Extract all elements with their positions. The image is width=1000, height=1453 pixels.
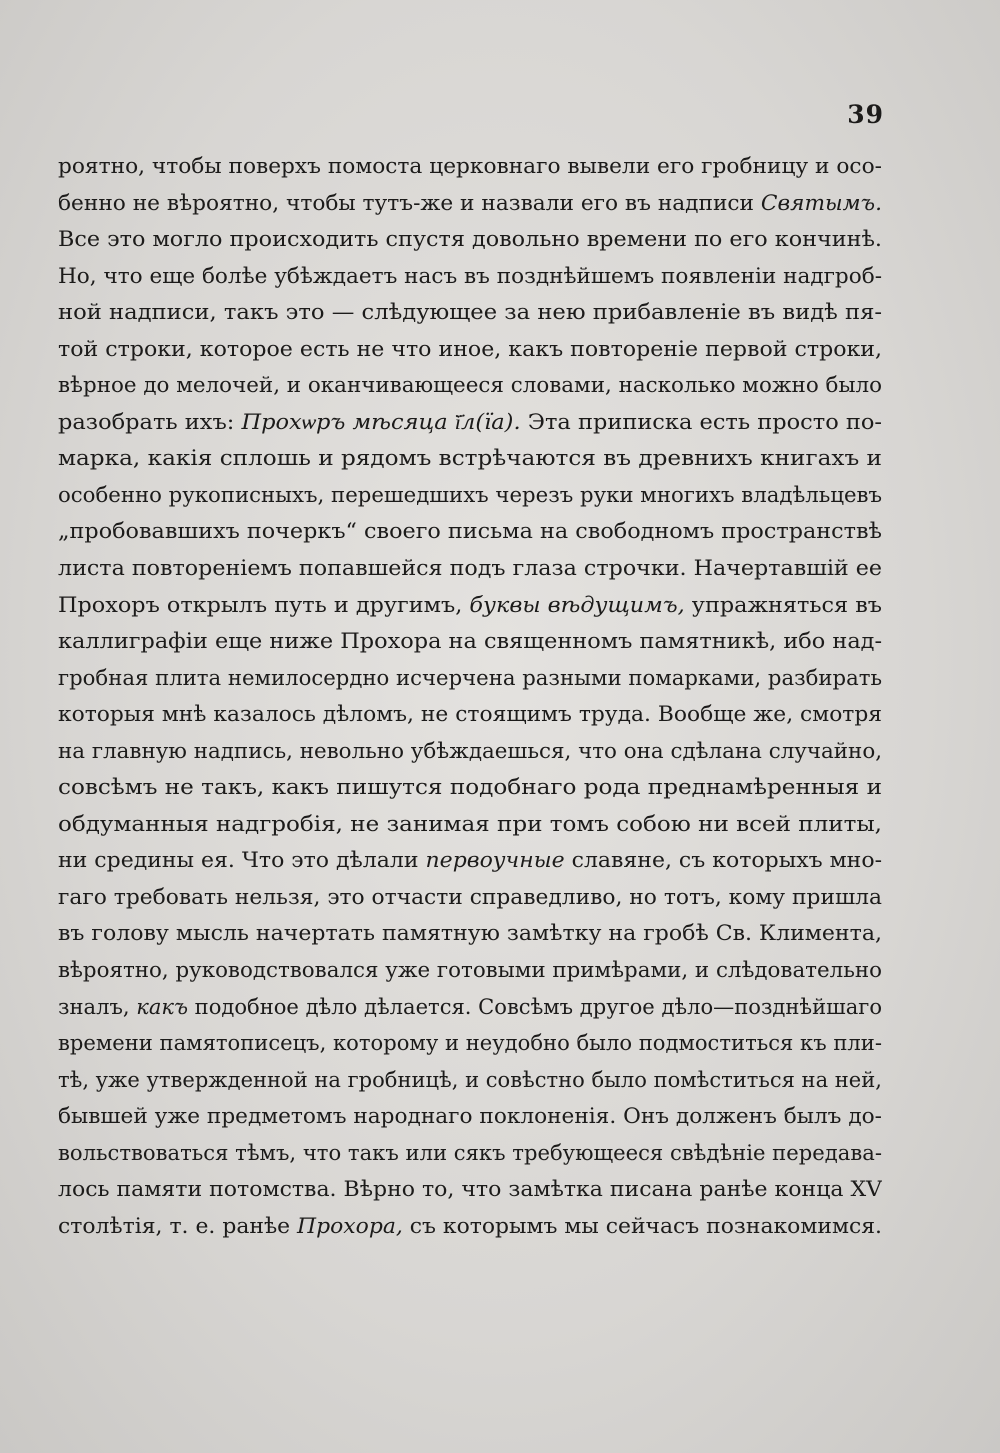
text-segment: вѣрное до мелочей, и оканчивающееся словами, насколько можно было xyxy=(58,373,882,398)
text-line xyxy=(58,185,882,222)
text-segment: подобное дѣло дѣлается. Совсѣмъ другое дѣло—позднѣйшаго xyxy=(187,994,882,1019)
text-segment: вольствоваться тѣмъ, что такъ или сякъ требующееся свѣдѣніе передава- xyxy=(58,1140,882,1165)
text-segment: которыя мнѣ казалось дѣломъ, не стоящимъ труда. Вообще же, смотря xyxy=(58,702,882,727)
text-line xyxy=(58,477,882,514)
text-line xyxy=(58,806,882,843)
text-segment: Но, что еще болѣе убѣждаетъ насъ въ позднѣйшемъ появленіи надгроб- xyxy=(58,263,882,288)
text-segment: въ голову мысль начертать памятную замѣтку на гробѣ Св. Климента, xyxy=(58,921,882,946)
text-segment: особенно рукописныхъ, перешедшихъ черезъ руки многихъ владѣльцевъ xyxy=(58,482,882,507)
text-line xyxy=(58,1208,882,1245)
text-line xyxy=(58,404,882,441)
text-segment: лось памяти потомства. Вѣрно то, что замѣтка писана ранѣе конца XV xyxy=(58,1177,882,1202)
text-segment: бенно не вѣроятно, чтобы тутъ-же и назвали его въ надписи xyxy=(58,190,761,215)
italic-segment: Прохора, xyxy=(297,1213,403,1238)
text-segment: гробная плита немилосердно исчерчена разными помарками, разбирать xyxy=(58,665,882,690)
text-line xyxy=(58,879,882,916)
text-line xyxy=(58,733,882,770)
text-line xyxy=(58,1098,882,1135)
text-line xyxy=(58,623,882,660)
text-segment: разобрать ихъ: xyxy=(58,409,242,434)
text-segment: гаго требовать нельзя, это отчасти справедливо, но тотъ, кому пришла xyxy=(58,884,882,909)
text-segment: зналъ, xyxy=(58,994,137,1019)
text-line xyxy=(58,221,882,258)
text-line xyxy=(58,915,882,952)
text-line xyxy=(58,660,882,697)
text-line xyxy=(58,696,882,733)
italic-segment: первоучные xyxy=(425,848,565,873)
text-line xyxy=(58,331,882,368)
text-line xyxy=(58,989,882,1026)
text-line xyxy=(58,148,882,185)
italic-segment: буквы вѣдущимъ, xyxy=(469,592,685,617)
text-segment: Прохоръ открылъ путь и другимъ, xyxy=(58,592,470,617)
body-text xyxy=(58,148,882,1244)
text-segment: каллиграфіи еще ниже Прохора на священномъ памятникѣ, ибо над- xyxy=(58,629,882,654)
text-segment: тѣ, уже утвержденной на гробницѣ, и совѣстно было помѣститься на ней, xyxy=(58,1067,882,1092)
text-line xyxy=(58,842,882,879)
page-number: 39 xyxy=(847,100,884,129)
text-line xyxy=(58,769,882,806)
text-line xyxy=(58,258,882,295)
text-segment: вѣроятно, руководствовался уже готовыми примѣрами, и слѣдовательно xyxy=(58,958,882,983)
text-line xyxy=(58,1062,882,1099)
text-line xyxy=(58,1135,882,1172)
text-segment: съ которымъ мы сейчасъ познакомимся. xyxy=(402,1213,882,1238)
text-line xyxy=(58,367,882,404)
text-line xyxy=(58,440,882,477)
text-line xyxy=(58,294,882,331)
text-line xyxy=(58,587,882,624)
text-segment: упражняться въ xyxy=(684,592,882,617)
text-segment: Эта приписка есть просто по- xyxy=(520,409,882,434)
text-segment: времени памятописецъ, которому и неудобно было подмоститься къ пли- xyxy=(58,1031,882,1056)
text-segment: листа повтореніемъ попавшейся подъ глаза строчки. Начертавшій ее xyxy=(58,556,882,581)
text-line xyxy=(58,513,882,550)
text-segment: „пробовавшихъ почеркъ“ своего письма на свободномъ пространствѣ xyxy=(58,519,882,544)
text-segment: совсѣмъ не такъ, какъ пишутся подобнаго рода преднамѣренныя и xyxy=(58,775,882,800)
text-segment: роятно, чтобы поверхъ помоста церковнаго вывели его гробницу и осо- xyxy=(58,154,882,178)
text-segment: бывшей уже предметомъ народнаго поклоненія. Онъ долженъ былъ до- xyxy=(58,1104,882,1129)
text-segment: марка, какія сплошь и рядомъ встрѣчаются въ древнихъ книгахъ и xyxy=(58,446,882,471)
text-segment: на главную надпись, невольно убѣждаешься, что она сдѣлана случайно, xyxy=(58,738,882,763)
text-segment: столѣтія, т. е. ранѣе xyxy=(58,1213,298,1238)
text-line xyxy=(58,550,882,587)
text-segment: ни средины ея. Что это дѣлали xyxy=(58,848,426,873)
text-segment: Все это могло происходить спустя довольно времени по его кончинѣ. xyxy=(58,227,882,252)
text-segment: той строки, которое есть не что иное, какъ повтореніе первой строки, xyxy=(58,336,882,361)
text-line xyxy=(58,952,882,989)
text-line xyxy=(58,1025,882,1062)
text-segment: славяне, съ которыхъ мно- xyxy=(564,848,882,873)
italic-segment: Святымъ. xyxy=(760,190,882,215)
text-segment: ной надписи, такъ это — слѣдующее за нею прибавленіе въ видѣ пя- xyxy=(58,300,882,325)
text-segment: обдуманныя надгробія, не занимая при томъ собою ни всей плиты, xyxy=(58,811,882,836)
italic-segment: какъ xyxy=(136,994,188,1019)
italic-segment: Прохѡръ мѣсяца ї҃л(їа). xyxy=(241,409,521,434)
text-line xyxy=(58,1171,882,1208)
